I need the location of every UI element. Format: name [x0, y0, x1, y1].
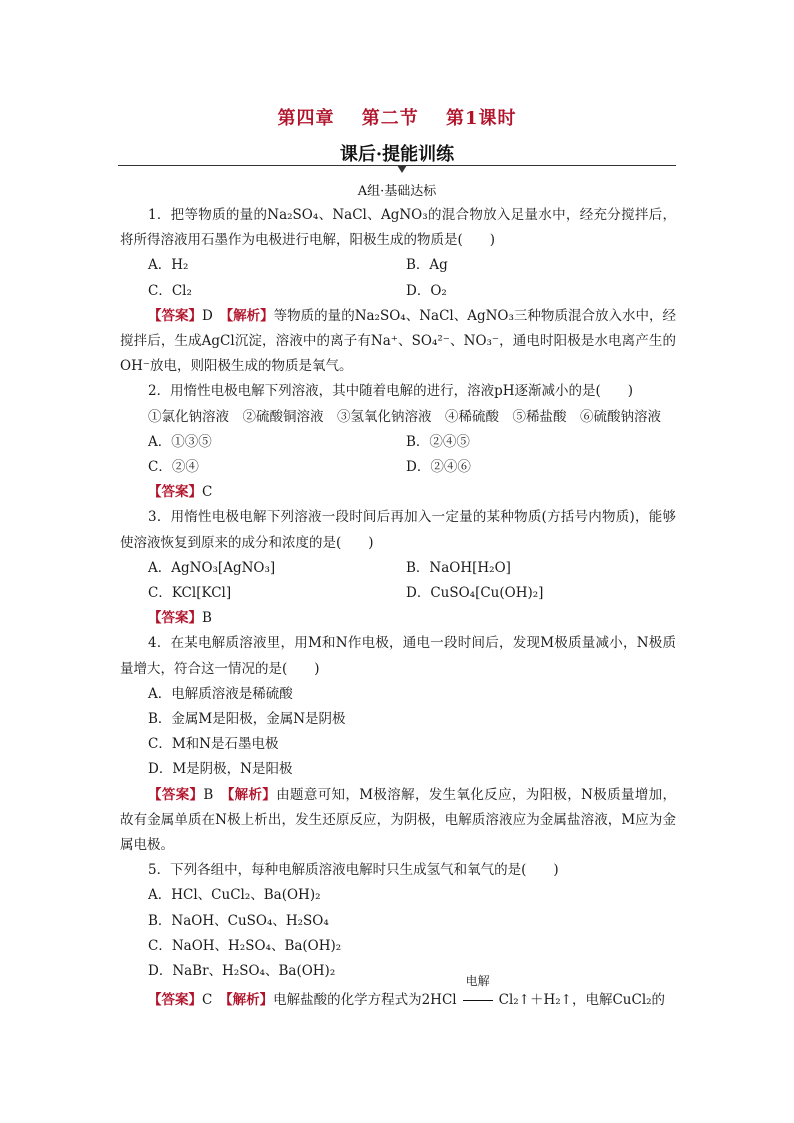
- question-3-options-row-1: [120, 556, 676, 581]
- page-subtitle: 课后·提能训练: [339, 144, 455, 165]
- answer-tag: 【答案】: [148, 992, 202, 1009]
- option-c: C．KCl[KCl]: [148, 585, 232, 602]
- option-d: D．NaBr、H₂SO₄、Ba(OH)₂: [148, 963, 336, 980]
- option-a: A．①③⑤: [148, 433, 212, 450]
- option-d: D．M是阴极，N是阳极: [148, 761, 293, 778]
- option-b: B．NaOH[H₂O]: [406, 559, 511, 576]
- group-label: A组·基础达标: [357, 184, 437, 199]
- chapter-heading: [0, 104, 794, 130]
- answer-tag: 【答案】: [148, 786, 204, 803]
- answer-value: B: [202, 610, 212, 627]
- option-a: A．H₂: [148, 257, 189, 274]
- electrolysis-label: 电解: [465, 974, 490, 989]
- lesson-label: 第1课时: [446, 108, 517, 129]
- answer-tag: 【答案】: [148, 307, 203, 324]
- question-1-stem: 1．把等物质的量的Na₂SO₄、NaCl、AgNO₃的混合物放入足量水中，经充分搅拌后，将所得溶液用石墨作为电极进行电解，阳极生成的物质是( ): [120, 207, 676, 249]
- analysis-text-before-equation: 电解盐酸的化学方程式为2HCl: [273, 992, 457, 1009]
- option-c: C．②④: [148, 459, 199, 476]
- analysis-text: 等物质的量的Na₂SO₄、NaCl、AgNO₃三种物质混合放入水中，经搅拌后，生成AgCl沉淀，溶液中的离子有Na⁺、SO₄²⁻、NO₃⁻，通电时阳极是水电离产生的OH⁻放电，则阳极生成的物质是氧气。: [120, 307, 676, 375]
- section-label: 第二节: [361, 108, 419, 129]
- option-c: C．NaOH、H₂SO₄、Ba(OH)₂: [148, 937, 342, 954]
- electrolysis-arrow: [461, 974, 495, 1013]
- option-a: A．HCl、CuCl₂、Ba(OH)₂: [148, 887, 321, 904]
- question-list: [120, 203, 676, 1014]
- chapter-label: 第四章: [277, 108, 335, 129]
- question-2-list: ①氯化钠溶液 ②硫酸铜溶液 ③氢氧化钠溶液 ④稀硫酸 ⑤稀盐酸 ⑥硫酸钠溶液: [148, 408, 661, 425]
- question-2-options-row-1: [120, 430, 676, 455]
- answer-value: C: [202, 484, 213, 501]
- option-b: B．Ag: [406, 257, 448, 274]
- analysis-tag: 【解析】: [227, 786, 277, 803]
- option-b: B．NaOH、CuSO₄、H₂SO₄: [148, 912, 329, 929]
- option-c: C．M和N是石墨电极: [148, 736, 279, 753]
- option-a: A．AgNO₃[AgNO₃]: [148, 559, 276, 576]
- answer-tag: 【答案】: [148, 484, 202, 501]
- question-4-stem: 4．在某电解质溶液里，用M和N作电极，通电一段时间后，发现M极质量减小，N极质量增大，符合这一情况的是( ): [120, 635, 676, 677]
- analysis-tag: 【解析】: [225, 992, 274, 1009]
- option-b: B．金属M是阳极，金属N是阴极: [148, 711, 346, 728]
- question-1-options-row-2: [120, 279, 676, 304]
- answer-value: B: [203, 786, 228, 803]
- question-3-stem: 3．用惰性电极电解下列溶液一段时间后再加入一定量的某种物质(方括号内物质)，能够使溶液恢复到原来的成分和浓度的是( ): [120, 509, 676, 551]
- option-d: D．O₂: [406, 282, 447, 299]
- analysis-text-after-equation: Cl₂↑＋H₂↑，电解CuCl₂的: [498, 992, 666, 1009]
- option-d: D．②④⑥: [406, 459, 471, 476]
- question-5-stem: 5．下列各组中，每种电解质溶液电解时只生成氢气和氧气的是( ): [148, 862, 559, 879]
- question-5-answer: [120, 974, 676, 1013]
- option-c: C．Cl₂: [148, 282, 192, 299]
- option-a: A．电解质溶液是稀硫酸: [148, 685, 293, 702]
- question-1-answer: [120, 304, 676, 380]
- answer-value: C: [202, 992, 226, 1009]
- answer-value: D: [202, 307, 227, 324]
- question-1-options-row-1: [120, 253, 676, 278]
- question-2-stem: 2．用惰性电极电解下列溶液，其中随着电解的进行，溶液pH逐渐减小的是( ): [148, 383, 634, 400]
- reaction-bar: [463, 1000, 493, 1001]
- question-3-answer: [120, 606, 676, 631]
- question-4-answer: [120, 783, 676, 859]
- option-d: D．CuSO₄[Cu(OH)₂]: [406, 585, 544, 602]
- question-2-answer: [120, 480, 676, 505]
- option-b: B．②④⑤: [406, 433, 470, 450]
- answer-tag: 【答案】: [148, 610, 202, 627]
- question-2-options-row-2: [120, 455, 676, 480]
- analysis-tag: 【解析】: [226, 307, 274, 324]
- triangle-down-icon: [397, 165, 407, 173]
- analysis-text: 由题意可知，M极溶解，发生氧化反应，为阳极，N极质量增加，故有金属单质在N极上析出，发生还原反应，为阴极，电解质溶液应为金属盐溶液，M应为金属电极。: [120, 786, 677, 854]
- question-3-options-row-2: [120, 581, 676, 606]
